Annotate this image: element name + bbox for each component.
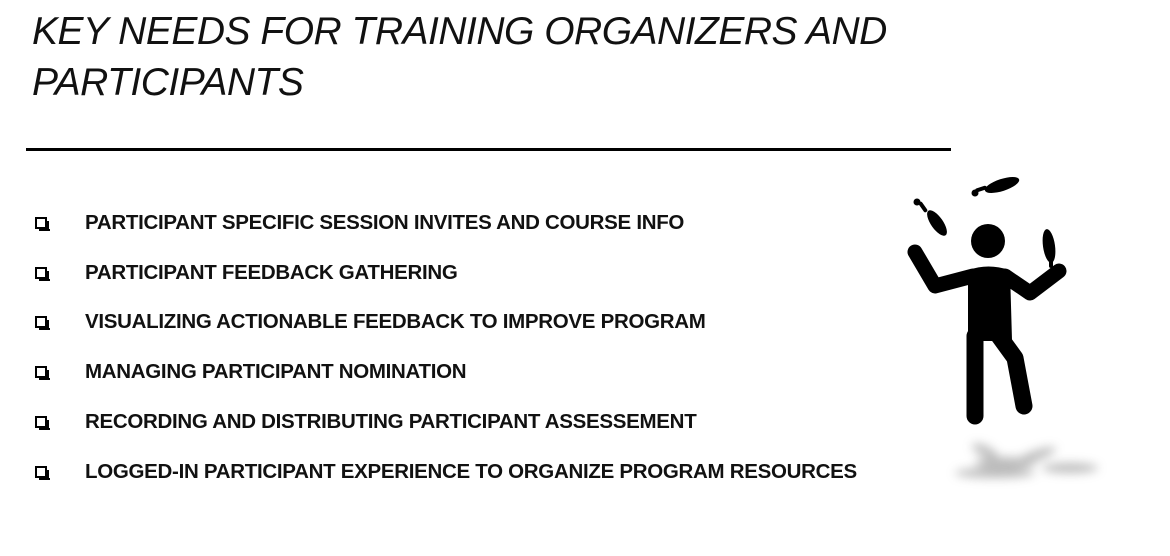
title-divider <box>26 148 951 151</box>
list-item-label: MANAGING PARTICIPANT NOMINATION <box>85 360 467 384</box>
checkbox-icon <box>35 267 47 279</box>
list-item <box>32 298 857 348</box>
list-item <box>32 447 857 497</box>
needs-list <box>32 198 857 497</box>
slide-title: KEY NEEDS FOR TRAINING ORGANIZERS AND PARTICIPANTS <box>32 10 887 104</box>
list-item <box>32 198 857 248</box>
list-item-label: PARTICIPANT FEEDBACK GATHERING <box>85 260 458 284</box>
juggler-figure <box>915 224 1059 416</box>
checkbox-icon <box>35 416 47 428</box>
checkbox-icon <box>35 366 47 378</box>
checkbox-icon <box>35 217 47 229</box>
juggler-shadow <box>955 441 1098 478</box>
list-item <box>32 248 857 298</box>
list-item-label: VISUALIZING ACTIONABLE FEEDBACK TO IMPROVE PROGRAM <box>85 310 706 334</box>
list-item <box>32 397 857 447</box>
checkbox-icon <box>35 466 47 478</box>
juggler-icon <box>895 168 1120 503</box>
list-item-label: RECORDING AND DISTRIBUTING PARTICIPANT ASSESSEMENT <box>85 410 697 434</box>
list-item-label: LOGGED-IN PARTICIPANT EXPERIENCE TO ORGANIZE PROGRAM RESOURCES <box>85 459 857 483</box>
checkbox-icon <box>35 316 47 328</box>
list-item <box>32 347 857 397</box>
list-item-label: PARTICIPANT SPECIFIC SESSION INVITES AND COURSE INFO <box>85 210 685 234</box>
